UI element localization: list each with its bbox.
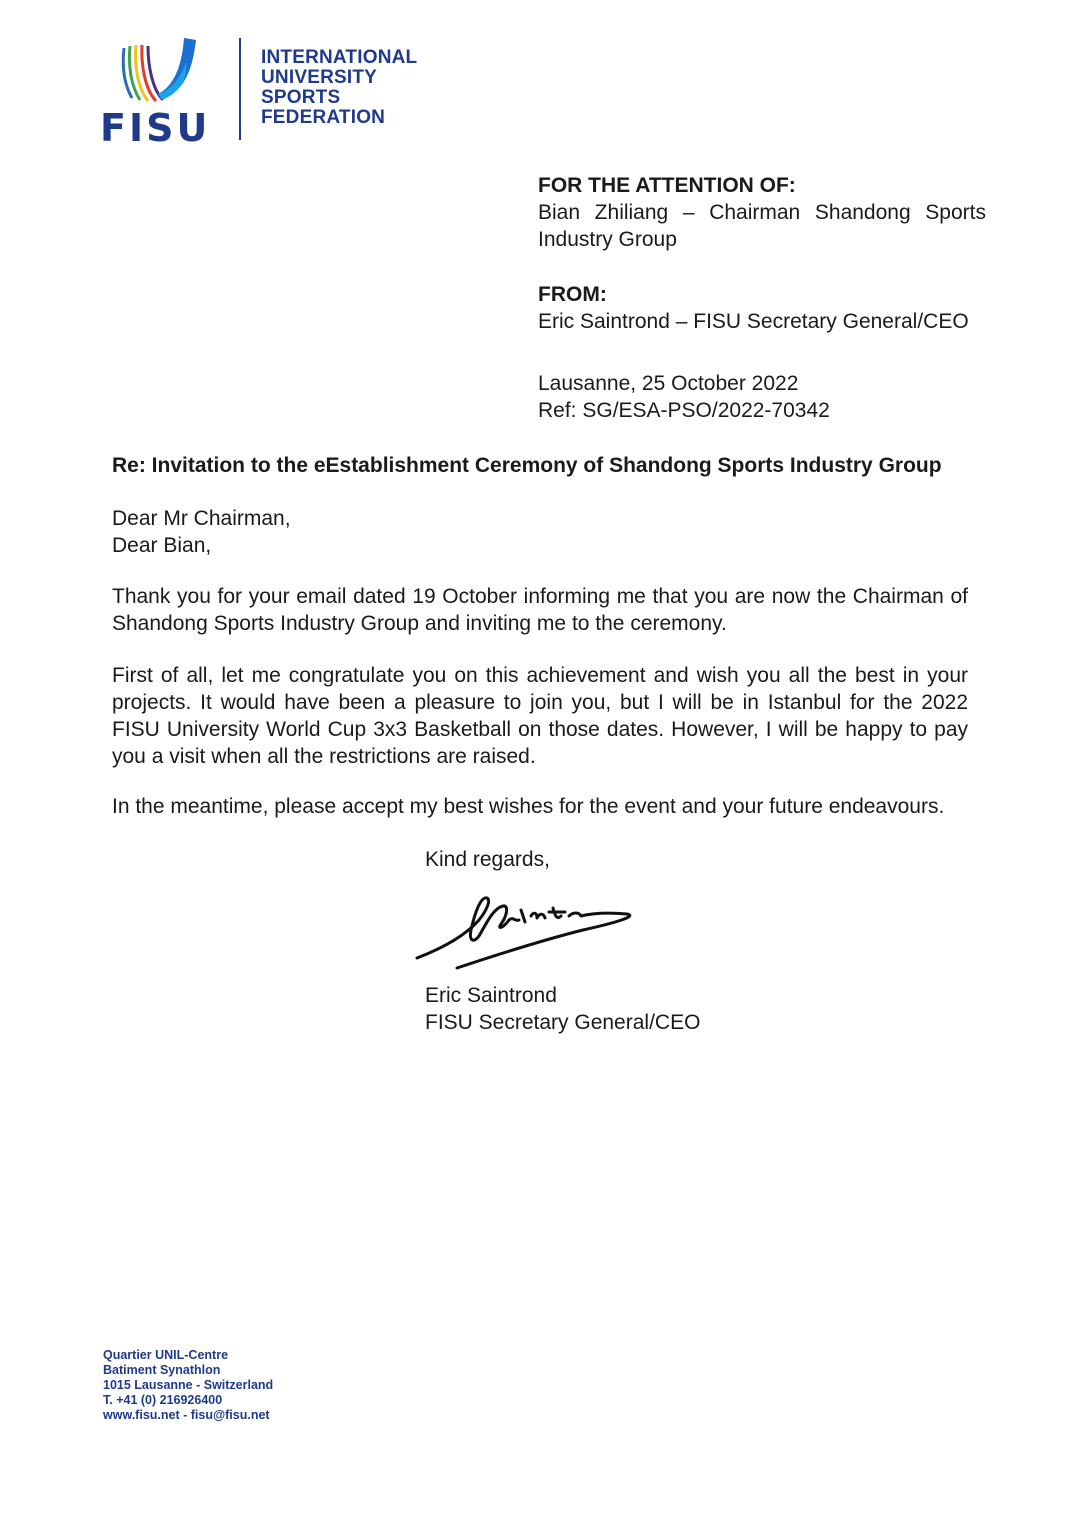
- footer-line: Batiment Synathlon: [103, 1363, 221, 1377]
- from-label: FROM:: [538, 283, 607, 306]
- from-value: Eric Saintrond – FISU Secretary General/CEO: [538, 310, 969, 333]
- footer-address: [103, 1348, 273, 1423]
- attention-value: Bian Zhiliang – Chairman Shandong Sports Industry Group: [538, 201, 986, 251]
- body-paragraph: In the meantime, please accept my best wishes for the event and your future endeavours.: [112, 795, 945, 818]
- from-block: [538, 281, 986, 335]
- footer-line: T. +41 (0) 216926400: [103, 1393, 223, 1407]
- closing: Kind regards,: [425, 848, 550, 871]
- footer-contact[interactable]: www.fisu.net - fisu@fisu.net: [103, 1408, 270, 1422]
- body-paragraph: First of all, let me congratulate you on this achievement and wish you all the best in your projects. It would have been a pleasure to join you, but I will be in Istanbul for the 2022 FISU University World Cup 3x3 Basketball on those dates. However, I will be happy to pay you a visit when all the restrictions are raised.: [112, 664, 968, 768]
- date-ref-block: [538, 370, 986, 424]
- org-line: FEDERATION: [261, 107, 386, 128]
- signer-name: Eric Saintrond: [425, 984, 557, 1007]
- logo-divider: [239, 38, 241, 140]
- attention-block: [538, 172, 986, 253]
- organization-name: [261, 48, 417, 128]
- org-line: INTERNATIONAL: [261, 47, 418, 68]
- org-line: UNIVERSITY: [261, 67, 378, 88]
- salutation-line: Dear Mr Chairman,: [112, 507, 291, 530]
- fisu-wordmark: FISU: [100, 106, 211, 150]
- signer-block: [425, 982, 700, 1036]
- footer-line: 1015 Lausanne - Switzerland: [103, 1378, 274, 1392]
- subject-line: Re: Invitation to the eEstablishment Ceremony of Shandong Sports Industry Group: [112, 454, 942, 477]
- footer-line: Quartier UNIL-Centre: [103, 1348, 229, 1362]
- place-date: Lausanne, 25 October 2022: [538, 372, 799, 395]
- handwritten-signature-icon: [413, 886, 643, 981]
- reference: Ref: SG/ESA-PSO/2022-70342: [538, 399, 830, 422]
- salutation-line: Dear Bian,: [112, 534, 212, 557]
- salutation: [112, 505, 968, 559]
- attention-label: FOR THE ATTENTION OF:: [538, 174, 796, 197]
- body-paragraph: Thank you for your email dated 19 October informing me that you are now the Chairman of Shandong Sports Industry Group and inviting me to the ceremony.: [112, 585, 968, 635]
- org-line: SPORTS: [261, 87, 341, 108]
- signer-title: FISU Secretary General/CEO: [425, 1011, 701, 1034]
